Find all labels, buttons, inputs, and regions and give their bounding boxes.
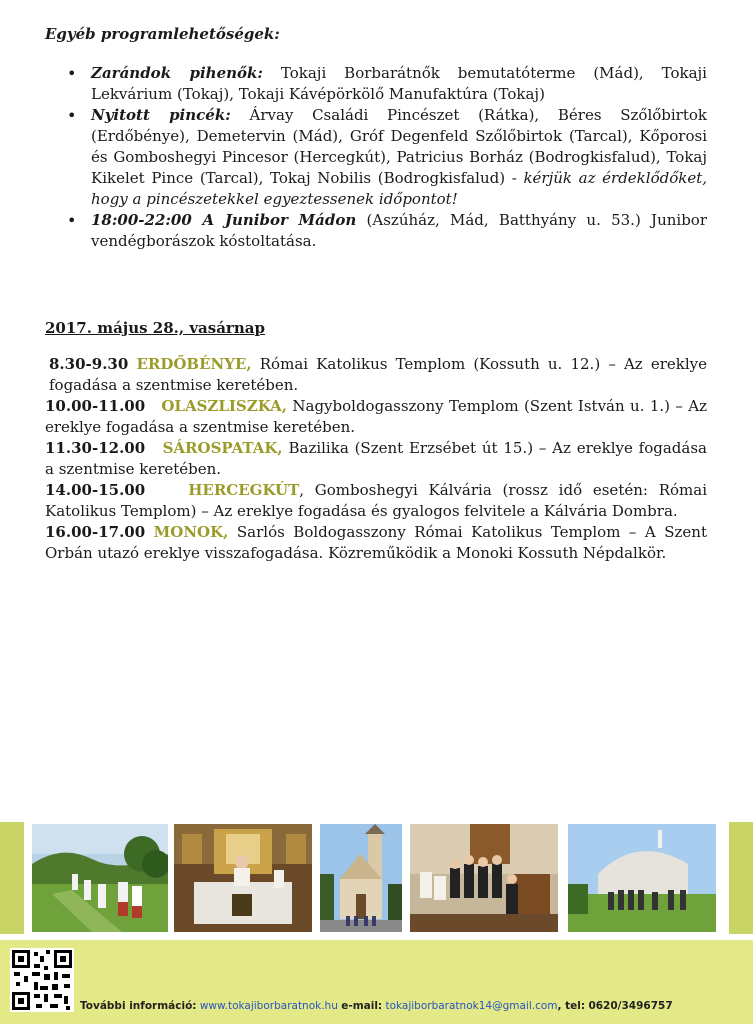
item-lead: 18:00-22:00 A Junibor Mádon	[91, 211, 357, 229]
item-text: Árvay Családi Pincészet (Rátka), Béres Szőlőbirtok (Erdőbénye), Demetervin (Mád), Gróf Degenfeld Szőlőbirtok (Tarcal), Kőporosi és Gomboshegyi Pincesor (Hercegkút), Patricius Borház (Bodrogkisfalud), Tokaj Kikelet Pince (Tarcal), Tokaj Nobilis (Bodrogkisfalud) -	[91, 106, 708, 187]
qr-code[interactable]	[10, 948, 74, 1012]
item-text: (Aszúház, Mád, Batthyány u. 53.) Junibor vendégborászok kóstoltatása.	[91, 211, 707, 250]
schedule-entry: 11.30-12.00 SÁROSPATAK, Bazilika (Szent Erzsébet út 15.) – Az ereklye fogadása a szentmise keretében.	[45, 439, 707, 478]
day-date-heading: 2017. május 28., vasárnap	[45, 319, 265, 337]
schedule-entry: 16.00-17.00 MONOK, Sarlós Boldogasszony Római Katolikus Templom – A Szent Orbán utazó ereklye visszafogadása. Közreműködik a Monoki Kossuth Népdalkör.	[45, 523, 707, 562]
list-item	[91, 63, 707, 105]
schedule-entry: 10.00-11.00 OLASZLISZKA, Nagyboldogasszony Templom (Szent István u. 1.) – Az ereklye fogadása a szentmise keretében.	[45, 397, 708, 436]
footer-label: További információ:	[80, 1000, 197, 1012]
item-lead: Zarándok pihenők:	[91, 64, 263, 82]
tel-number: 0620/3496757	[588, 1000, 673, 1012]
program-content	[45, 24, 707, 564]
tel-label: , tel:	[557, 1000, 586, 1012]
photo-calvary	[568, 824, 716, 932]
item-text: Tokaji Borbarátnők bemutatóterme (Mád), Tokaji Lekvárium (Tokaj), Tokaji Kávépörkölő Manufaktúra (Tokaj)	[91, 64, 707, 103]
email-link[interactable]: tokajiborbaratnok14@gmail.com	[385, 1000, 558, 1012]
list-item	[91, 210, 707, 252]
item-note: kérjük az érdeklődőket, hogy a pincészetekkel egyeztessenek időpontot!	[91, 169, 707, 208]
photo-altar	[174, 824, 312, 932]
item-lead: Nyitott pincék:	[91, 106, 231, 124]
schedule-entry: 8.30-9.30 ERDŐBÉNYE, Római Katolikus Templom (Kossuth u. 12.) – Az ereklye fogadása a szentmise keretében.	[49, 355, 707, 394]
email-label: e-mail:	[341, 1000, 383, 1012]
other-programs-heading: Egyéb programlehetőségek:	[45, 25, 280, 43]
schedule-entry: 14.00-15.00 HERCEGKÚT, Gomboshegyi Kálvária (rossz idő esetén: Római Katolikus Templom) – Az ereklye fogadása és gyalogos felvitele a Kálvária Dombra.	[45, 481, 707, 520]
photo-church	[320, 824, 402, 932]
other-programs-list	[45, 63, 707, 252]
band-left-accent	[0, 822, 24, 934]
photo-procession	[32, 824, 168, 932]
website-link[interactable]: www.tokajiborbaratnok.hu	[199, 1000, 338, 1012]
footer	[0, 940, 753, 1024]
photo-choir	[410, 824, 558, 932]
list-item	[91, 105, 707, 210]
band-right-accent	[729, 822, 753, 934]
footer-contact	[80, 1000, 673, 1012]
